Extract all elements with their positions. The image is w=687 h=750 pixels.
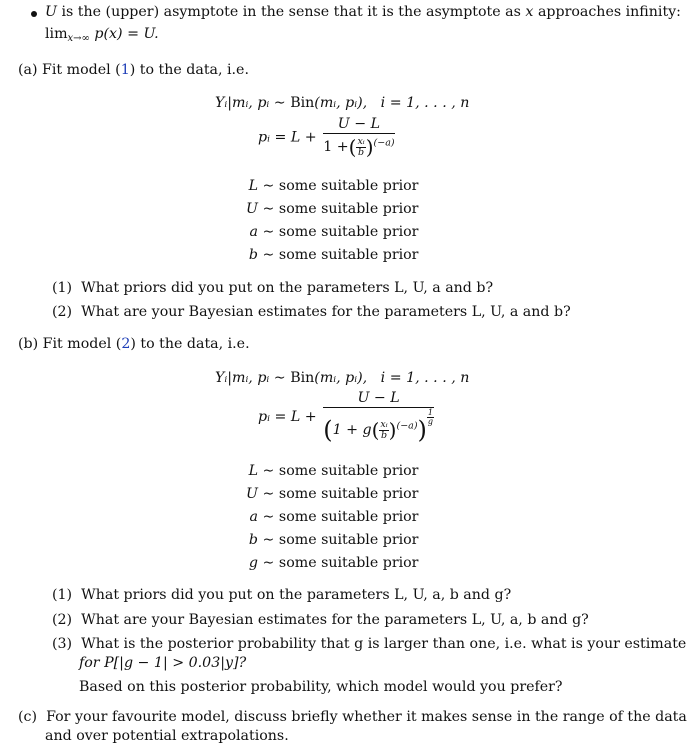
part-b-intro-post: ) to the data, i.e. (130, 336, 250, 352)
eq-b1-lhs: Yᵢ|mᵢ, pᵢ ∼ (215, 370, 286, 386)
eq-a1-bin: Bin (290, 95, 315, 111)
symbol-x: x (525, 4, 534, 20)
prior-row (218, 506, 418, 529)
eq-a1-index: i = 1, . . . , n (380, 95, 470, 111)
part-b-question-3-line-3 (79, 679, 563, 695)
symbol-U: U (45, 4, 57, 20)
lim-subscript: x→∞ (67, 33, 90, 44)
eq-b2-lhs: pᵢ = L + (258, 409, 317, 425)
question-text: What priors did you put on the parameters L, U, a, b and g? (81, 587, 512, 603)
prior-text: ∼ some suitable prior (262, 555, 419, 571)
model-2-link[interactable]: 2 (121, 336, 131, 352)
part-b-priors (218, 460, 418, 575)
prior-row (218, 460, 418, 483)
question-text: What are your Bayesian estimates for the parameters L, U, a, b and g? (81, 612, 589, 628)
eq-b2-outer-exp-num: 1 (427, 408, 433, 417)
prior-row (218, 483, 418, 506)
prior-text: ∼ some suitable prior (262, 201, 419, 217)
part-a-priors (218, 175, 418, 267)
eq-b2-inner-exponent: (−a) (396, 420, 418, 432)
prior-param: b (248, 247, 258, 263)
part-b-question-3 (52, 636, 686, 652)
question-number: (3) (52, 636, 73, 652)
prior-text: ∼ some suitable prior (262, 178, 419, 194)
eq-b1-bin: Bin (290, 370, 315, 386)
part-c-line-2 (45, 728, 289, 744)
intro-line-2 (45, 26, 159, 44)
part-b-question-3-line-2 (79, 655, 246, 671)
eq-b2-outer-exp-den: g (427, 417, 434, 426)
eq-a2-exponent: (−a) (373, 137, 395, 149)
part-a-question-1 (52, 280, 493, 296)
question-number: (1) (52, 587, 73, 603)
prior-row (218, 529, 418, 552)
eq-b2-fraction (323, 390, 434, 444)
part-c-line-1 (18, 709, 687, 725)
question-text: What are your Bayesian estimates for the parameters L, U, a and b? (81, 304, 571, 320)
prior-text: ∼ some suitable prior (262, 532, 419, 548)
intro-text: is the (upper) asymptote in the sense that it is the asymptote as (61, 4, 521, 20)
eq-a1-lhs: Yᵢ|mᵢ, pᵢ ∼ (215, 95, 286, 111)
intro-line-1 (45, 4, 681, 20)
prior-text: ∼ some suitable prior (262, 486, 419, 502)
prior-param: L (248, 463, 258, 479)
eq-a1-args: (mᵢ, pᵢ), (314, 95, 368, 111)
part-b-question-1 (52, 587, 511, 603)
prior-param: g (248, 555, 258, 571)
prior-row (218, 552, 418, 575)
part-b-equation-1 (215, 370, 469, 386)
question-text: What priors did you put on the parameters L, U, a and b? (81, 280, 494, 296)
bullet-marker (31, 11, 37, 17)
part-a-intro-pre: Fit model ( (42, 62, 121, 78)
eq-a2-b: b (358, 146, 365, 158)
eq-b2-outer-exponent (427, 409, 434, 426)
question-3-followup: Based on this posterior probability, which model would you prefer? (79, 679, 563, 695)
part-c-label: (c) (18, 709, 38, 725)
eq-a2-xi-over-b (356, 137, 365, 157)
eq-a2-lhs: pᵢ = L + (258, 129, 317, 146)
prior-param: a (249, 224, 258, 240)
eq-b2-b: b (380, 429, 388, 441)
part-a-equation-2 (258, 116, 395, 159)
part-a-label: (a) (18, 62, 38, 78)
part-b-header (18, 336, 250, 352)
part-b-label: (b) (18, 336, 39, 352)
eq-a2-xi: xᵢ (357, 136, 365, 147)
question-number: (2) (52, 304, 73, 320)
prior-param: b (248, 532, 258, 548)
part-a-header (18, 62, 249, 78)
prior-text: ∼ some suitable prior (262, 224, 419, 240)
model-1-link[interactable]: 1 (120, 62, 130, 78)
intro-tail: approaches infinity: (537, 4, 681, 20)
eq-a2-numerator: U − L (323, 116, 394, 134)
part-c-text-2: and over potential extrapolations. (45, 728, 289, 744)
question-3-formula: for P[|g − 1| > 0.03|y]? (79, 655, 247, 671)
eq-b1-index: i = 1, . . . , n (380, 370, 470, 386)
prior-text: ∼ some suitable prior (262, 463, 419, 479)
part-a-equation-1 (215, 95, 469, 111)
prior-text: ∼ some suitable prior (262, 509, 419, 525)
prior-param: L (248, 178, 258, 194)
part-a-intro-post: ) to the data, i.e. (129, 62, 249, 78)
eq-b2-xi: xᵢ (380, 419, 388, 430)
eq-b2-den-one-plus-g: 1 + g (332, 422, 372, 438)
prior-row (218, 198, 418, 221)
lim-operator: lim (45, 26, 68, 42)
eq-b2-numerator: U − L (323, 390, 434, 408)
question-number: (1) (52, 280, 73, 296)
part-a-question-2 (52, 304, 571, 320)
prior-row (218, 175, 418, 198)
part-b-intro-pre: Fit model ( (42, 336, 122, 352)
eq-b2-xi-over-b (379, 420, 388, 440)
question-text: What is the posterior probability that g is larger than one, i.e. what is your estimate (81, 636, 687, 652)
prior-row (218, 221, 418, 244)
eq-a2-den-one: 1 + (323, 139, 349, 155)
prior-param: a (249, 509, 258, 525)
part-b-question-2 (52, 612, 589, 628)
eq-a2-denominator: 1 +( $\frac{\text{xᵢ}}{b}$ )$^{(-a)}$ (323, 135, 395, 159)
lim-expression: p(x) = U. (94, 26, 159, 42)
eq-b2-denominator: (1 + g( $\frac{\text{xᵢ}}{b}$ )$^{(-a)}$) $^{\frac{1}{g}}$ (323, 408, 434, 444)
eq-b1-args: (mᵢ, pᵢ), (314, 370, 368, 386)
eq-a2-fraction (323, 116, 394, 159)
prior-param: U (246, 201, 258, 217)
prior-param: U (246, 486, 258, 502)
part-c-text-1: For your favourite model, discuss briefly whether it makes sense in the range of the data (46, 709, 687, 725)
question-number: (2) (52, 612, 73, 628)
prior-row (218, 244, 418, 267)
prior-text: ∼ some suitable prior (262, 247, 419, 263)
part-b-equation-2 (258, 390, 434, 444)
